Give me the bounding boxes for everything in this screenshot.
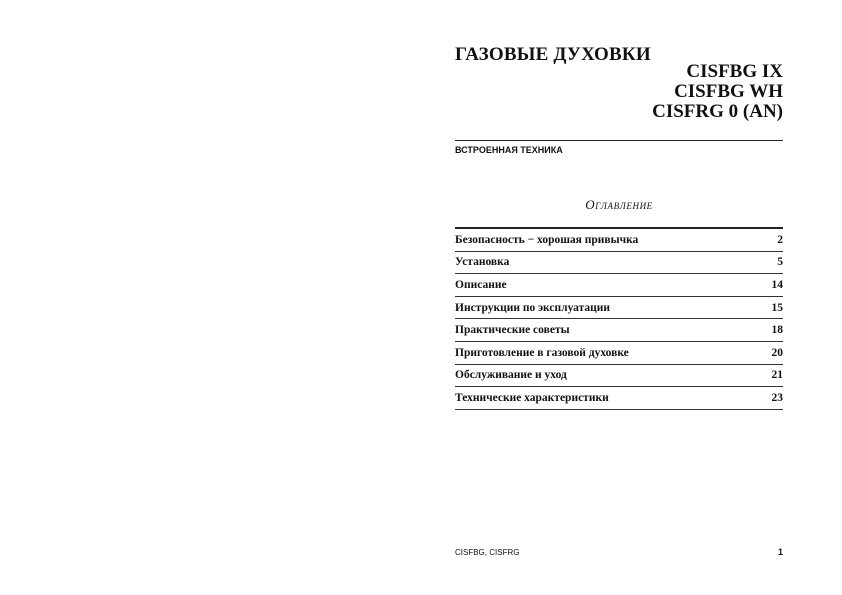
model-name: CISFBG WH — [674, 81, 783, 102]
toc-row[interactable] — [455, 342, 783, 365]
table-of-contents — [455, 227, 783, 410]
toc-row[interactable] — [455, 319, 783, 342]
toc-entry-page: 23 — [771, 391, 783, 404]
model-name: CISFRG 0 (AN) — [652, 101, 783, 122]
toc-entry-title: Инструкции по эксплуатации — [455, 301, 611, 314]
toc-row[interactable] — [455, 387, 783, 410]
section-label: ВСТРОЕННАЯ ТЕХНИКА — [455, 145, 563, 155]
toc-entry-page: 5 — [777, 256, 783, 269]
toc-row[interactable] — [455, 297, 783, 320]
toc-row[interactable] — [455, 229, 783, 252]
toc-entry-title: Безопасность − хорошая привычка — [455, 233, 639, 246]
model-name: CISFBG IX — [686, 61, 783, 82]
toc-entry-page: 15 — [771, 301, 783, 314]
toc-entry-title: Обслуживание и уход — [455, 369, 567, 382]
toc-entry-title: Технические характеристики — [455, 391, 609, 404]
toc-heading: Оглавление — [585, 197, 653, 212]
toc-entry-page: 21 — [771, 369, 783, 382]
toc-entry-title: Приготовление в газовой духовке — [455, 346, 629, 359]
toc-entry-title: Описание — [455, 278, 507, 291]
toc-row[interactable] — [455, 252, 783, 275]
toc-row[interactable] — [455, 365, 783, 388]
document-title: ГАЗОВЫЕ ДУХОВКИ — [455, 44, 651, 65]
divider — [455, 140, 783, 141]
toc-entry-page: 20 — [771, 346, 783, 359]
toc-entry-page: 14 — [771, 278, 783, 291]
toc-entry-page: 18 — [771, 324, 783, 337]
toc-entry-page: 2 — [777, 233, 783, 246]
footer-model-codes: CISFBG, CISFRG — [455, 548, 520, 557]
toc-entry-title: Практические советы — [455, 324, 570, 337]
toc-entry-title: Установка — [455, 256, 510, 269]
toc-row[interactable] — [455, 274, 783, 297]
model-list — [652, 62, 783, 122]
page-number: 1 — [777, 547, 783, 557]
document-page — [455, 0, 783, 595]
